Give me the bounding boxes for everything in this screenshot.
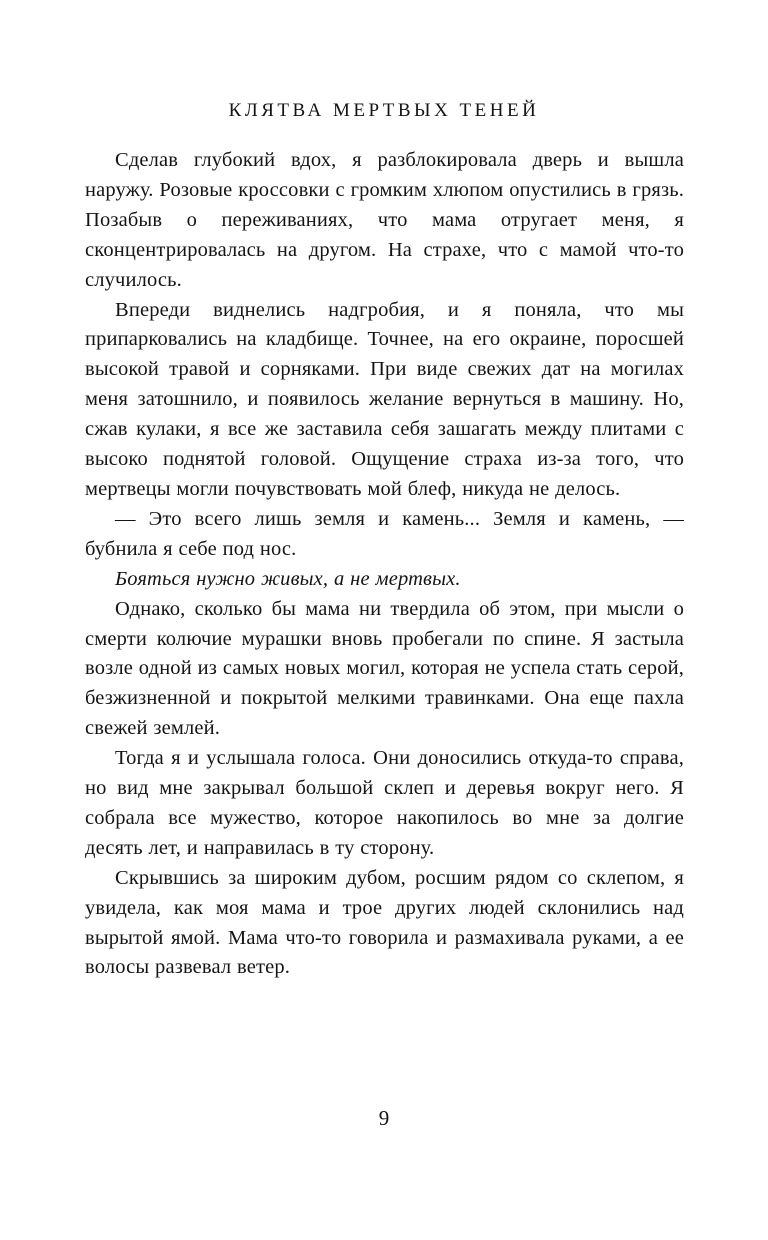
text-block xyxy=(85,146,684,983)
paragraph-7: Скрывшись за широким дубом, росшим рядом со склепом, я увидела, как моя мама и трое других людей склонились над вырытой ямой. Мама что-то говорила и размахивала руками, а ее волосы развевал ветер. xyxy=(85,866,684,979)
paragraph-2: Впереди виднелись надгробия, и я поняла, что мы припарковались на кладбище. Точнее, на его окраине, поросшей высокой травой и сорняками. При виде свежих дат на могилах меня затошнило, и появилось желание вернуться в машину. Но, сжав кулаки, я все же заставила себя зашагать между плитами с высоко поднятой головой. Ощущение страха из-за того, что мертвецы могли почувствовать мой блеф, никуда не делось. xyxy=(85,298,684,500)
paragraph-1: Сделав глубокий вдох, я разблокировала дверь и вышла наружу. Розовые кроссовки с громким хлюпом опустились в грязь. Позабыв о переживаниях, что мама отругает меня, я сконцентрировалась на другом. На страхе, что с мамой что-то случилось. xyxy=(85,149,684,291)
page-number: 9 xyxy=(378,1106,390,1130)
running-title: КЛЯТВА МЕРТВЫХ ТЕНЕЙ xyxy=(228,100,540,121)
paragraph-dialogue: — Это всего лишь земля и камень... Земля и камень, — бубнила я себе под нос. xyxy=(85,507,684,560)
paragraph-6: Тогда я и услышала голоса. Они доносились откуда-то справа, но вид мне закрывал большой склеп и деревья вокруг него. Я собрала все мужество, которое накопилось во мне за долгие десять лет, и направилась в ту сторону. xyxy=(85,747,684,859)
paragraph-5: Однако, сколько бы мама ни твердила об этом, при мысли о смерти колючие мурашки вновь пробегали по спине. Я застыла возле одной из самых новых могил, которая не успела стать серой, безжизненной и покрытой мелкими травинками. Она еще пахла свежей землей. xyxy=(85,597,684,740)
paragraph-italic-thought: Бояться нужно живых, а не мертвых. xyxy=(115,567,461,590)
